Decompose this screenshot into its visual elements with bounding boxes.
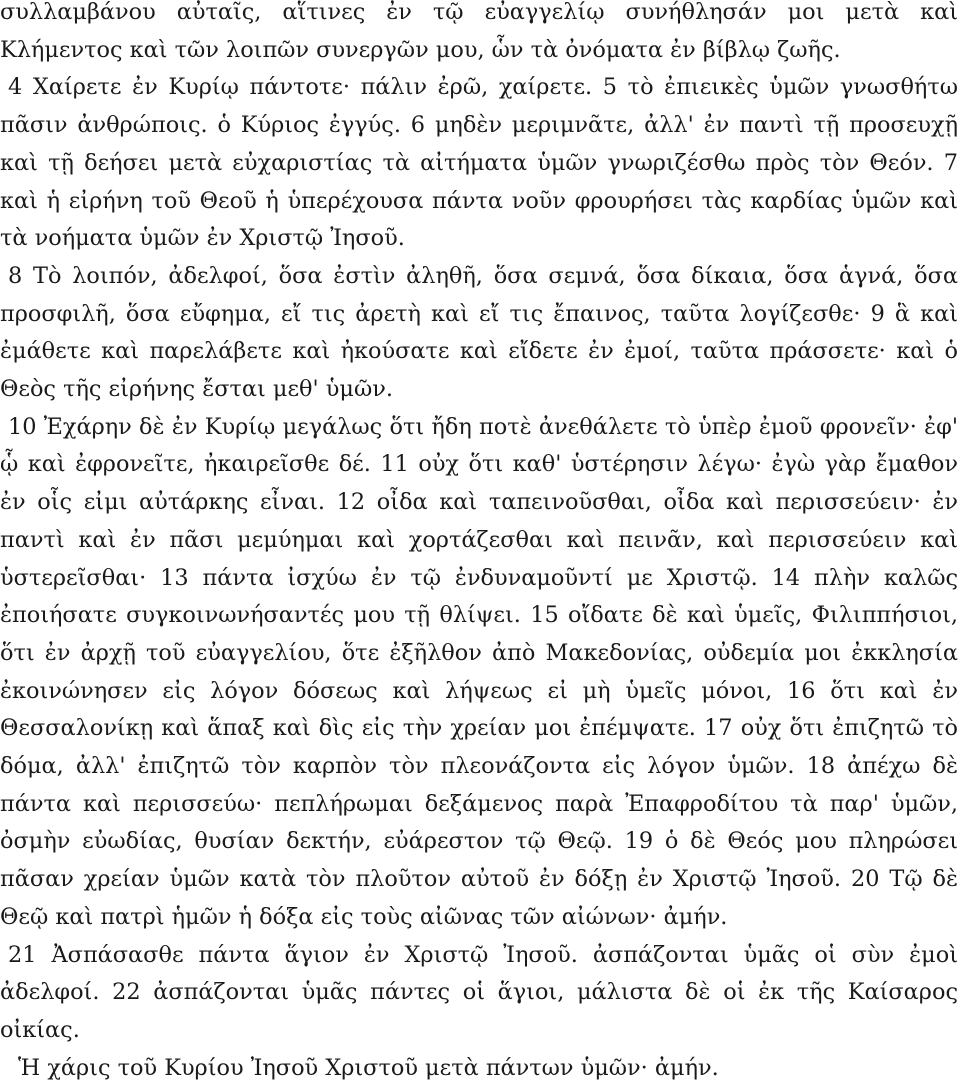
paragraph-verses-21-22: 21 Ἀσπάσασθε πάντα ἅγιον ἐν Χριστῷ Ἰησοῦ. ἀσπάζονται ὑμᾶς οἱ σὺν ἐμοὶ ἀδελφοί. 22 ἀσπάζονται ὑμᾶς πάντες οἱ ἅγιοι, μάλιστα δὲ οἱ ἐκ τῆς Καίσαρος οἰκίας. [0,941,958,1043]
paragraph-verse-23: Ἡ χάρις τοῦ Κυρίου Ἰησοῦ Χριστοῦ μετὰ πάντων ὑμῶν· ἀμήν. [18,1054,719,1081]
paragraph-verses-8-9: 8 Τὸ λοιπόν, ἀδελφοί, ὅσα ἐστὶν ἀληθῆ, ὅσα σεμνά, ὅσα δίκαια, ὅσα ἁγνά, ὅσα προσφιλῆ, ὅσα εὔφημα, εἴ τις ἀρετὴ καὶ εἴ τις ἔπαινος, ταῦτα λογίζεσθε· 9 ἃ καὶ ἐμάθετε καὶ παρελάβετε καὶ ἠκούσατε καὶ εἴδετε ἐν ἐμοί, ταῦτα πράσσετε· καὶ ὁ Θεὸς τῆς εἰρήνης ἔσται μεθ' ὑμῶν. [0,262,958,403]
paragraph-verses-10-20: 10 Ἐχάρην δὲ ἐν Κυρίῳ μεγάλως ὅτι ἤδη ποτὲ ἀνεθάλετε τὸ ὑπὲρ ἐμοῦ φρονεῖν· ἐφ' ᾧ καὶ ἐφρονεῖτε, ἠκαιρεῖσθε δέ. 11 οὐχ ὅτι καθ' ὑστέρησιν λέγω· ἐγὼ γὰρ ἔμαθον ἐν οἷς εἰμι αὐτάρκης εἶναι. 12 οἶδα καὶ ταπεινοῦσθαι, οἶδα καὶ περισσεύειν· ἐν παντὶ καὶ ἐν πᾶσι μεμύημαι καὶ χορτάζεσθαι καὶ πεινᾶν, καὶ περισσεύειν καὶ ὑστερεῖσθαι· 13 πάντα ἰσχύω ἐν τῷ ἐνδυναμοῦντί με Χριστῷ. 14 πλὴν καλῶς ἐποιήσατε συγκοινωνήσαντές μου τῇ θλίψει. 15 οἴδατε δὲ καὶ ὑμεῖς, Φιλιππήσιοι, ὅτι ἐν ἀρχῇ τοῦ εὐαγγελίου, ὅτε ἐξῆλθον ἀπὸ Μακεδονίας, οὐδεμία μοι ἐκκλησία ἐκοινώνησεν εἰς λόγον δόσεως καὶ λήψεως εἰ μὴ ὑμεῖς μόνοι, 16 ὅτι καὶ ἐν Θεσσαλονίκῃ καὶ ἅπαξ καὶ δὶς εἰς τὴν χρείαν μοι ἐπέμψατε. 17 οὐχ ὅτι ἐπιζητῶ τὸ δόμα, ἀλλ' ἐπιζητῶ τὸν καρπὸν τὸν πλεονάζοντα εἰς λόγον ὑμῶν. 18 ἀπέχω δὲ πάντα καὶ περισσεύω· πεπλήρωμαι δεξάμενος παρὰ Ἐπαφροδίτου τὰ παρ' ὑμῶν, ὀσμὴν εὐωδίας, θυσίαν δεκτήν, εὐάρεστον τῷ Θεῷ. 19 ὁ δὲ Θεός μου πληρώσει πᾶσαν χρείαν ὑμῶν κατὰ τὸν πλοῦτον αὐτοῦ ἐν δόξῃ ἐν Χριστῷ Ἰησοῦ. 20 Τῷ δὲ Θεῷ καὶ πατρὶ ἡμῶν ἡ δόξα εἰς τοὺς αἰῶνας τῶν αἰώνων· ἀμήν. [0,413,958,930]
paragraph-verses-4-7: 4 Χαίρετε ἐν Κυρίῳ πάντοτε· πάλιν ἐρῶ, χαίρετε. 5 τὸ ἐπιεικὲς ὑμῶν γνωσθήτω πᾶσιν ἀνθρώποις. ὁ Κύριος ἐγγύς. 6 μηδὲν μεριμνᾶτε, ἀλλ' ἐν παντὶ τῇ προσευχῇ καὶ τῇ δεήσει μετὰ εὐχαριστίας τὰ αἰτήματα ὑμῶν γνωριζέσθω πρὸς τὸν Θεόν. 7 καὶ ἡ εἰρήνη τοῦ Θεοῦ ἡ ὑπερέχουσα πάντα νοῦν φρουρήσει τὰς καρδίας ὑμῶν καὶ τὰ νοήματα ὑμῶν ἐν Χριστῷ Ἰησοῦ. [0,74,958,252]
paragraph-verse-3: συλλαμβάνου αὐταῖς, αἵτινες ἐν τῷ εὐαγγελίῳ συνήθλησάν μοι μετὰ καὶ Κλήμεντος καὶ τῶν λοιπῶν συνεργῶν μου, ὧν τὰ ὀνόματα ἐν βίβλῳ ζωῆς. [0,0,958,63]
